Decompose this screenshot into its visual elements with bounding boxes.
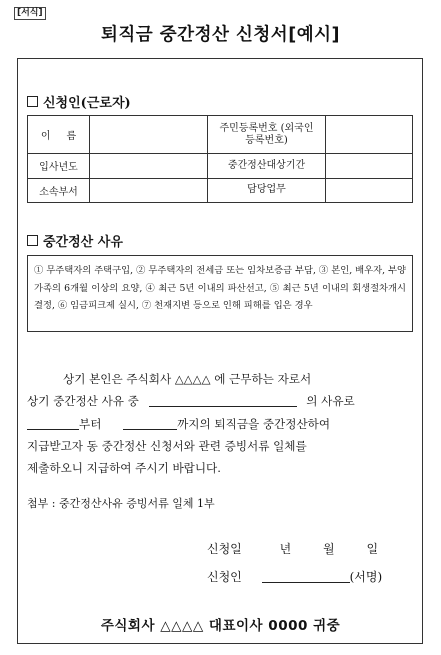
statement-paragraph — [27, 368, 417, 479]
applicant-heading-text: 신청인(근로자) — [43, 96, 131, 111]
day-label: 일 — [366, 542, 379, 556]
attachment-note: 첨부 : 중간정산사유 증빙서류 일체 1부 — [27, 497, 215, 510]
settlement-period-label: 중간정산대상기간 — [208, 154, 326, 178]
id-number-label — [208, 116, 326, 154]
name-label: 이 름 — [28, 116, 90, 154]
id-number-field[interactable] — [326, 116, 413, 154]
applicant-label: 신청인 — [207, 570, 242, 584]
applicant-info-table — [27, 115, 413, 203]
name-field[interactable] — [90, 116, 208, 154]
statement-text: 상기 중간정산 사유 중 — [27, 394, 139, 409]
table-row — [28, 116, 413, 154]
reason-heading-text: 중간정산 사유 — [43, 235, 123, 250]
reason-text: ① 무주택자의 주택구입, ② 무주택자의 전세금 또는 임차보증금 부담, ③ 본인, 배우자, 부양가족의 6개월 이상의 요양, ④ 최근 5년 이내의 파산선고, ⑤ 최근 5년 이내의 회생절차개시결정, ⑥ 임금피크제 실시, ⑦ 천재지변 등으로 인해 피해를 입은 경우 — [34, 265, 406, 311]
duty-label: 담당업무 — [208, 178, 326, 202]
table-row — [28, 178, 413, 202]
date-label: 신청일 — [207, 542, 242, 556]
statement-text: 의 사유로 — [306, 394, 355, 409]
statement-line: 지급받고자 동 중간정산 신청서와 관련 증빙서류 일체를 — [27, 438, 307, 453]
applicant-signature — [207, 568, 382, 585]
end-date-blank-field[interactable] — [123, 416, 177, 430]
join-year-field[interactable] — [90, 154, 208, 178]
signature-blank-field[interactable] — [262, 569, 350, 583]
page-title: 퇴직금 중간정산 신청서[예시] — [100, 25, 341, 45]
statement-line — [27, 413, 417, 435]
applicant-section-heading — [27, 92, 131, 111]
form-tag: [서식] — [14, 7, 46, 20]
reason-blank-field[interactable] — [149, 393, 297, 407]
checkbox-icon — [27, 96, 38, 107]
table-row — [28, 154, 413, 178]
statement-line: 상기 본인은 주식회사 △△△△ 에 근무하는 자로서 — [63, 372, 312, 386]
application-date — [207, 540, 378, 557]
id-number-label-text: 주민등록번호 (외국인등록번호) — [219, 122, 314, 146]
checkbox-icon — [27, 235, 38, 246]
addressee: 주식회사 △△△△ 대표이사 0000 귀중 — [100, 618, 341, 634]
statement-text: 부터 — [79, 416, 102, 431]
statement-line — [27, 390, 417, 412]
department-field[interactable] — [90, 178, 208, 202]
duty-field[interactable] — [326, 178, 413, 202]
month-label: 월 — [323, 542, 335, 556]
sign-suffix: (서명) — [349, 570, 383, 584]
statement-line: 제출하오니 지급하여 주시기 바랍니다. — [27, 461, 221, 476]
start-date-blank-field[interactable] — [27, 416, 79, 430]
reason-section-heading — [27, 231, 123, 250]
statement-text: 까지의 퇴직금을 중간정산하여 — [177, 416, 331, 431]
settlement-period-field[interactable] — [326, 154, 413, 178]
reason-box — [27, 255, 413, 332]
join-year-label: 입사년도 — [28, 154, 90, 178]
year-label: 년 — [279, 542, 292, 556]
department-label: 소속부서 — [28, 178, 90, 202]
